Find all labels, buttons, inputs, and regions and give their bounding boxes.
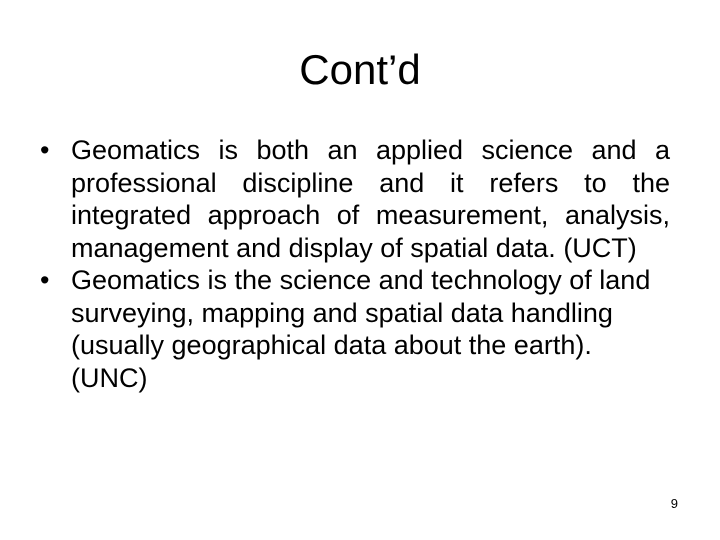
bullet-item [36, 134, 670, 264]
bullet-list [36, 134, 670, 394]
bullet-text: Geomatics is both an applied science and a professional discipline and it refers to the integrated approach of measurement, analysis, management and display of spatial data. (UCT) [71, 135, 670, 263]
page-number: 9 [670, 496, 678, 511]
bullet-text: Geomatics is the science and technology of land surveying, mapping and spatial data handling (usually geographical data about the earth). (UNC) [71, 265, 651, 393]
slide-title: Cont’d [299, 46, 421, 93]
bullet-icon: • [40, 135, 50, 165]
bullet-icon: • [40, 265, 50, 295]
bullet-item [36, 264, 670, 394]
